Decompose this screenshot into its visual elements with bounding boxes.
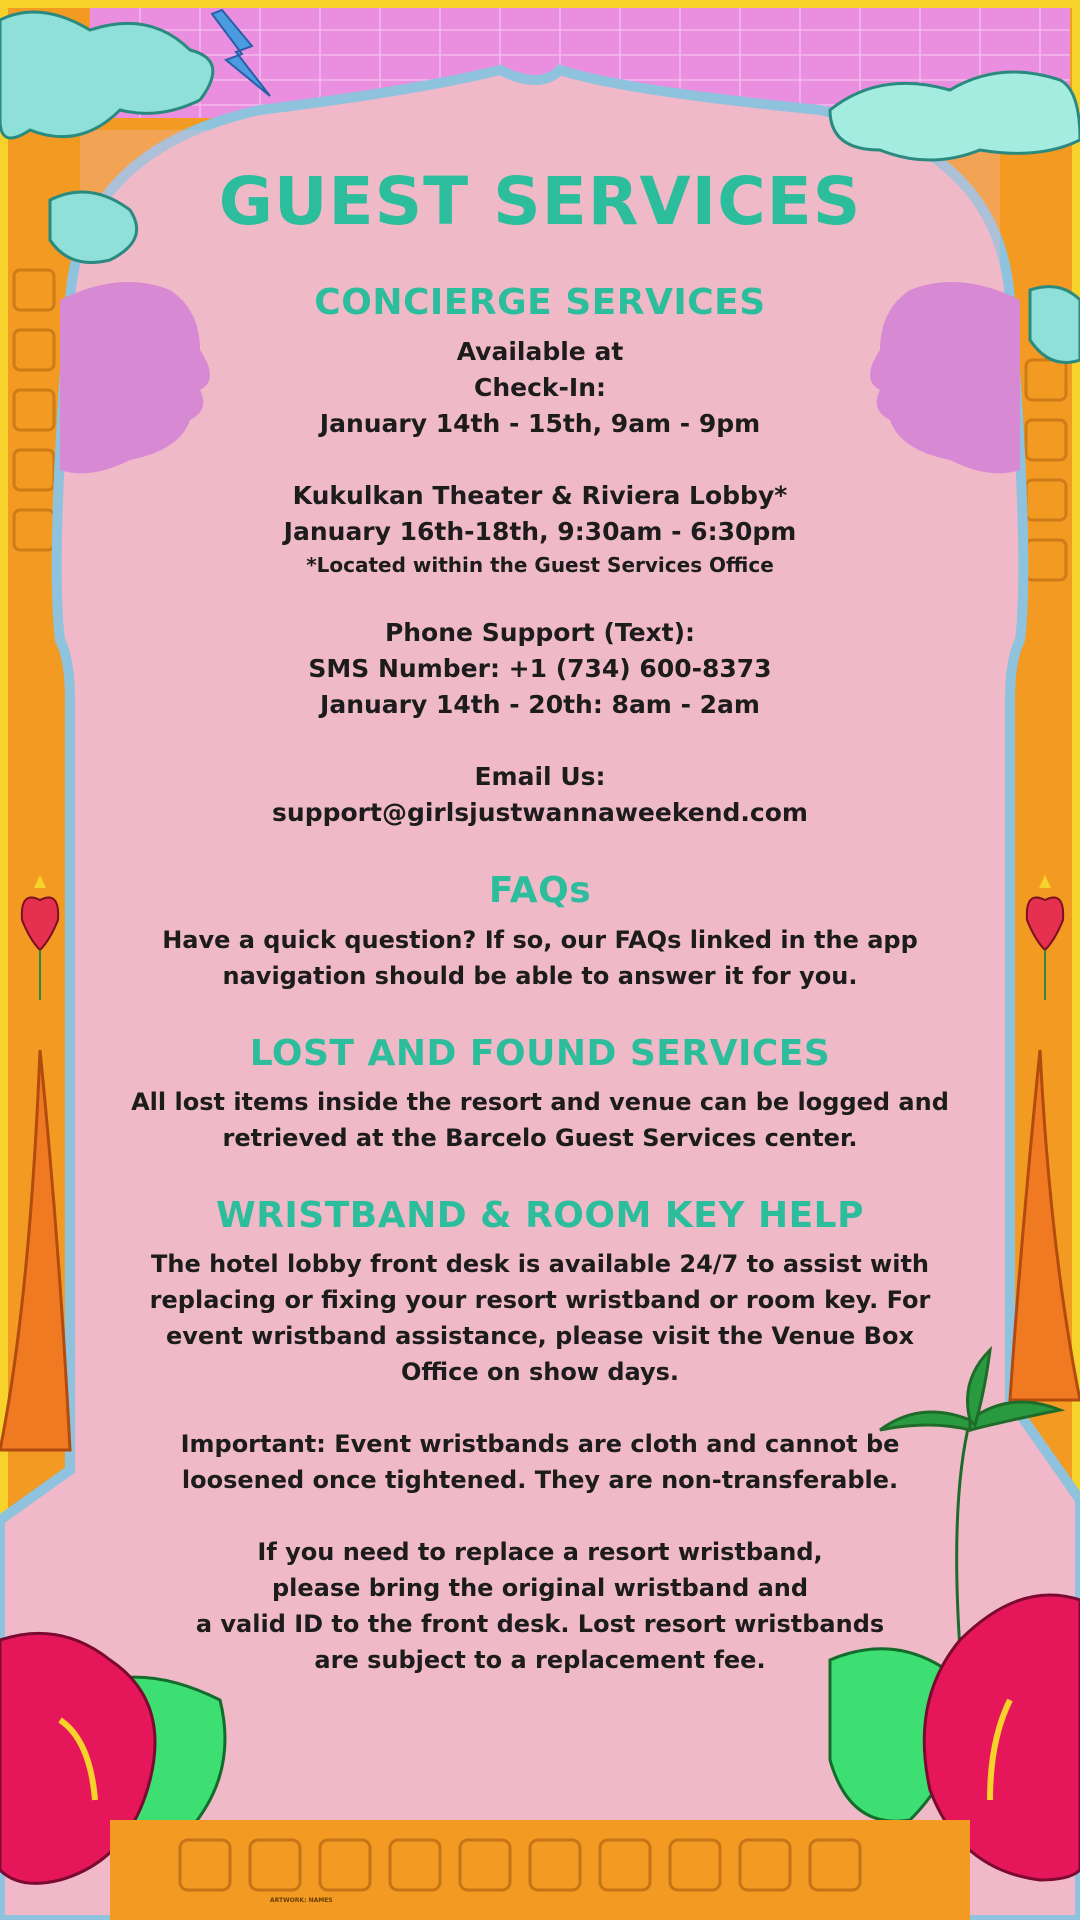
wristband-important: Important: Event wristbands are cloth and cannot be (180, 1430, 900, 1458)
faqs-line: navigation should be able to answer it for you. (222, 962, 858, 990)
concierge-line: Kukulkan Theater & Riviera Lobby* (292, 481, 788, 510)
concierge-line: January 14th - 15th, 9am - 9pm (319, 409, 761, 438)
concierge-line: Available at (456, 337, 624, 366)
faqs-line: Have a quick question? If so, our FAQs linked in the app (162, 926, 918, 954)
wristband-line: The hotel lobby front desk is available 24/7 to assist with (151, 1250, 929, 1278)
concierge-heading: CONCIERGE SERVICES (314, 282, 766, 323)
support-email: support@girlsjustwannaweekend.com (272, 798, 808, 827)
wristband-line: are subject to a replacement fee. (314, 1646, 766, 1674)
wristband-line: Office on show days. (400, 1358, 680, 1386)
wristband-heading: WRISTBAND & ROOM KEY HELP (215, 1195, 864, 1236)
wristband-line: If you need to replace a resort wristband, (257, 1538, 823, 1566)
lost-found-line: retrieved at the Barcelo Guest Services center. (222, 1124, 858, 1152)
concierge-line: Phone Support (Text): (384, 618, 696, 647)
lost-found-line: All lost items inside the resort and venue can be logged and (131, 1088, 949, 1116)
page-title: GUEST SERVICES (218, 163, 862, 240)
wristband-line: please bring the original wristband and (271, 1574, 809, 1602)
lost-found-heading: LOST AND FOUND SERVICES (249, 1033, 831, 1074)
wristband-important: loosened once tightened. They are non-transferable. (181, 1466, 899, 1494)
concierge-line: January 16th-18th, 9:30am - 6:30pm (283, 517, 797, 546)
wristband-line: replacing or fixing your resort wristband or room key. For (149, 1286, 931, 1314)
guest-services-content (100, 0, 980, 1920)
faqs-heading: FAQs (488, 870, 592, 911)
concierge-line: Email Us: (474, 762, 606, 791)
wristband-line: event wristband assistance, please visit the Venue Box (166, 1322, 914, 1350)
concierge-line: January 14th - 20th: 8am - 2am (320, 690, 760, 719)
concierge-line: Check-In: (473, 373, 607, 402)
wristband-line: a valid ID to the front desk. Lost resort wristbands (195, 1610, 885, 1638)
sms-number: SMS Number: +1 (734) 600-8373 (308, 654, 772, 683)
concierge-note: *Located within the Guest Services Office (306, 553, 774, 577)
artwork-credit: ARTWORK: NAMES (270, 1897, 333, 1904)
